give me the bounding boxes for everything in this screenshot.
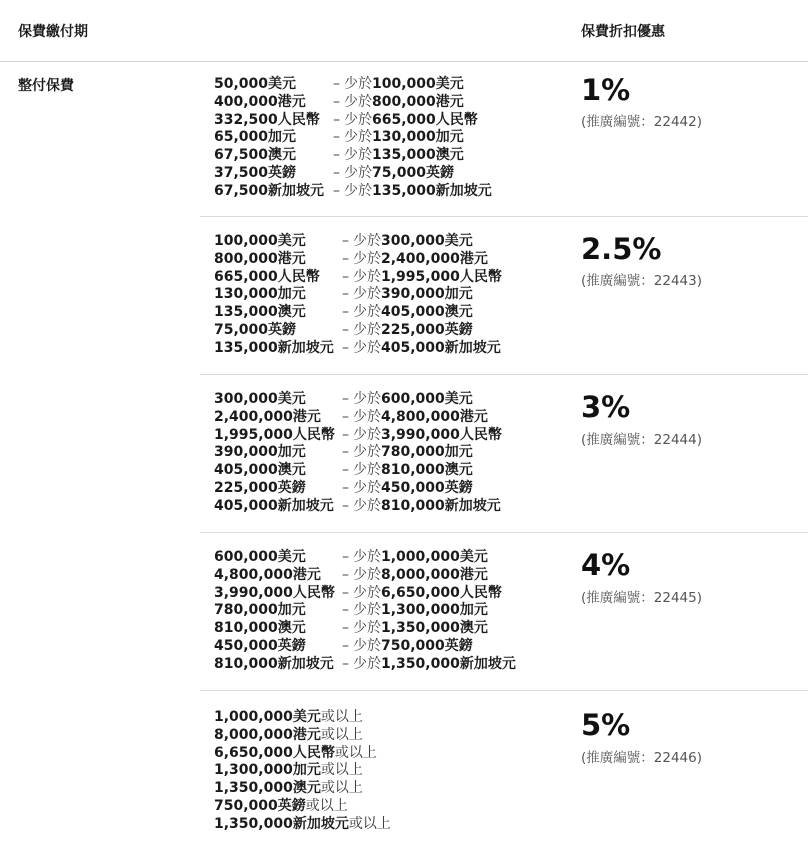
tier-amount-row xyxy=(214,233,502,251)
promo-code: (推廣編號：22444) xyxy=(581,432,702,448)
tier-amount-row xyxy=(214,304,502,322)
less-than-label: 少於 xyxy=(353,549,381,565)
promo-code: (推廣編號：22442) xyxy=(581,114,702,130)
amount-from: 2,400,000港元 xyxy=(214,408,321,425)
tier-amount-row xyxy=(214,585,516,603)
less-than-label: 少於 xyxy=(344,76,372,92)
amount-to: 225,000英鎊 xyxy=(381,321,473,338)
tier-amount-row xyxy=(214,391,502,409)
amount-from: 100,000美元 xyxy=(214,233,306,249)
or-above-label: 或以上 xyxy=(320,709,363,725)
tier-amount-row xyxy=(214,147,492,165)
range-dash: – xyxy=(342,602,349,619)
or-above-label: 或以上 xyxy=(320,762,363,779)
amount-from: 1,350,000新加坡元 xyxy=(214,815,349,832)
tier-amount-list xyxy=(214,391,502,516)
less-than-label: 少於 xyxy=(353,584,381,601)
amount-to: 135,000澳元 xyxy=(372,147,464,164)
tier-amount-row xyxy=(214,251,502,269)
range-dash: – xyxy=(342,497,349,514)
range-dash: – xyxy=(342,391,349,407)
amount-from: 1,300,000加元 xyxy=(214,762,321,779)
tier-amount-row xyxy=(214,549,516,567)
tier-amount-list xyxy=(214,709,391,834)
less-than-label: 少於 xyxy=(344,129,372,146)
amount-to: 390,000加元 xyxy=(381,286,473,303)
tier-amount-row xyxy=(214,183,492,201)
range-dash: – xyxy=(333,147,340,164)
tier-amount-row xyxy=(214,709,391,727)
less-than-label: 少於 xyxy=(353,339,381,356)
tier-amount-row xyxy=(214,762,391,780)
tier-amount-row xyxy=(214,798,391,816)
amount-to: 405,000澳元 xyxy=(381,304,473,321)
range-dash: – xyxy=(333,182,340,199)
discount-rate: 1% xyxy=(581,73,631,107)
amount-to: 665,000人民幣 xyxy=(372,111,478,128)
range-dash: – xyxy=(342,408,349,425)
range-dash: – xyxy=(333,129,340,146)
tier-amount-row xyxy=(214,816,391,834)
amount-from: 37,500英鎊 xyxy=(214,164,297,181)
range-dash: – xyxy=(342,620,349,637)
amount-from: 810,000新加坡元 xyxy=(214,655,334,672)
amount-from: 390,000加元 xyxy=(214,444,306,461)
amount-from: 800,000港元 xyxy=(214,250,306,267)
amount-from: 600,000美元 xyxy=(214,549,306,565)
range-dash: – xyxy=(342,566,349,583)
tier-amount-row xyxy=(214,444,502,462)
amount-to: 800,000港元 xyxy=(372,93,464,110)
amount-to: 600,000美元 xyxy=(381,391,473,407)
promo-code: (推廣編號：22446) xyxy=(581,750,702,766)
tier-amount-row xyxy=(214,480,502,498)
range-dash: – xyxy=(342,462,349,479)
less-than-label: 少於 xyxy=(353,304,381,321)
range-dash: – xyxy=(342,426,349,443)
discount-tier xyxy=(200,690,808,845)
tier-amount-row xyxy=(214,269,502,287)
tier-amount-row xyxy=(214,620,516,638)
amount-from: 405,000澳元 xyxy=(214,462,306,479)
range-dash: – xyxy=(342,268,349,285)
less-than-label: 少於 xyxy=(353,233,381,249)
less-than-label: 少於 xyxy=(353,637,381,654)
amount-from: 130,000加元 xyxy=(214,286,306,303)
less-than-label: 少於 xyxy=(353,391,381,407)
less-than-label: 少於 xyxy=(353,620,381,637)
range-dash: – xyxy=(333,76,340,92)
range-dash: – xyxy=(342,321,349,338)
tier-amount-row xyxy=(214,727,391,745)
amount-from: 332,500人民幣 xyxy=(214,111,320,128)
less-than-label: 少於 xyxy=(353,444,381,461)
amount-to: 6,650,000人民幣 xyxy=(381,584,502,601)
tier-amount-row xyxy=(214,638,516,656)
range-dash: – xyxy=(342,444,349,461)
tier-amount-row xyxy=(214,427,502,445)
tier-amount-row xyxy=(214,112,492,130)
or-above-label: 或以上 xyxy=(334,744,377,761)
less-than-label: 少於 xyxy=(353,321,381,338)
range-dash: – xyxy=(342,637,349,654)
promo-code: (推廣編號：22443) xyxy=(581,273,702,289)
amount-to: 130,000加元 xyxy=(372,129,464,146)
amount-from: 67,500新加坡元 xyxy=(214,182,325,199)
tier-amount-row xyxy=(214,602,516,620)
tier-amount-row xyxy=(214,340,502,358)
amount-from: 67,500澳元 xyxy=(214,147,297,164)
amount-from: 405,000新加坡元 xyxy=(214,497,334,514)
tier-amount-row xyxy=(214,745,391,763)
range-dash: – xyxy=(342,339,349,356)
tier-amount-row xyxy=(214,567,516,585)
amount-from: 450,000英鎊 xyxy=(214,637,306,654)
amount-to: 8,000,000港元 xyxy=(381,566,488,583)
amount-from: 300,000美元 xyxy=(214,391,306,407)
range-dash: – xyxy=(333,164,340,181)
tier-amount-row xyxy=(214,780,391,798)
amount-from: 665,000人民幣 xyxy=(214,268,320,285)
amount-to: 4,800,000港元 xyxy=(381,408,488,425)
discount-tier xyxy=(200,532,808,690)
tier-amount-list xyxy=(214,549,516,674)
header-payment-term: 保費繳付期 xyxy=(18,24,88,40)
less-than-label: 少於 xyxy=(353,497,381,514)
less-than-label: 少於 xyxy=(344,111,372,128)
amount-to: 750,000英鎊 xyxy=(381,637,473,654)
less-than-label: 少於 xyxy=(353,250,381,267)
less-than-label: 少於 xyxy=(353,408,381,425)
amount-to: 780,000加元 xyxy=(381,444,473,461)
amount-to: 810,000澳元 xyxy=(381,462,473,479)
amount-to: 1,300,000加元 xyxy=(381,602,488,619)
amount-from: 135,000澳元 xyxy=(214,304,306,321)
amount-from: 810,000澳元 xyxy=(214,620,306,637)
less-than-label: 少於 xyxy=(344,147,372,164)
amount-to: 135,000新加坡元 xyxy=(372,182,492,199)
range-dash: – xyxy=(333,93,340,110)
plan-label: 整付保費 xyxy=(18,78,74,94)
amount-to: 1,995,000人民幣 xyxy=(381,268,502,285)
amount-from: 8,000,000港元 xyxy=(214,726,321,743)
amount-from: 1,000,000美元 xyxy=(214,709,321,725)
tier-amount-row xyxy=(214,322,502,340)
tier-amount-row xyxy=(214,76,492,94)
amount-to: 1,350,000新加坡元 xyxy=(381,655,516,672)
less-than-label: 少於 xyxy=(353,462,381,479)
or-above-label: 或以上 xyxy=(348,815,391,832)
tier-amount-list xyxy=(214,233,502,358)
tier-amount-row xyxy=(214,165,492,183)
amount-from: 50,000美元 xyxy=(214,76,297,92)
range-dash: – xyxy=(342,584,349,601)
amount-from: 400,000港元 xyxy=(214,93,306,110)
amount-to: 450,000英鎊 xyxy=(381,479,473,496)
amount-from: 1,995,000人民幣 xyxy=(214,426,335,443)
less-than-label: 少於 xyxy=(344,93,372,110)
less-than-label: 少於 xyxy=(353,479,381,496)
amount-to: 1,350,000澳元 xyxy=(381,620,488,637)
amount-from: 75,000英鎊 xyxy=(214,321,297,338)
tier-amount-row xyxy=(214,129,492,147)
tier-amount-row xyxy=(214,656,516,674)
tier-amount-row xyxy=(214,94,492,112)
discount-tier xyxy=(200,62,808,216)
less-than-label: 少於 xyxy=(353,426,381,443)
amount-to: 810,000新加坡元 xyxy=(381,497,501,514)
amount-to: 100,000美元 xyxy=(372,76,464,92)
amount-from: 750,000英鎊 xyxy=(214,797,306,814)
tier-amount-row xyxy=(214,498,502,516)
or-above-label: 或以上 xyxy=(320,726,363,743)
amount-from: 65,000加元 xyxy=(214,129,297,146)
discount-rate: 2.5% xyxy=(581,232,662,266)
amount-from: 780,000加元 xyxy=(214,602,306,619)
range-dash: – xyxy=(342,233,349,249)
amount-from: 6,650,000人民幣 xyxy=(214,744,335,761)
range-dash: – xyxy=(333,111,340,128)
less-than-label: 少於 xyxy=(353,602,381,619)
discount-rate: 3% xyxy=(581,390,631,424)
header-discount: 保費折扣優惠 xyxy=(581,24,665,40)
discount-rate: 4% xyxy=(581,548,631,582)
discount-tier xyxy=(200,216,808,374)
amount-to: 405,000新加坡元 xyxy=(381,339,501,356)
less-than-label: 少於 xyxy=(353,286,381,303)
amount-to: 3,990,000人民幣 xyxy=(381,426,502,443)
range-dash: – xyxy=(342,479,349,496)
amount-to: 75,000英鎊 xyxy=(372,164,455,181)
less-than-label: 少於 xyxy=(353,566,381,583)
amount-to: 2,400,000港元 xyxy=(381,250,488,267)
range-dash: – xyxy=(342,250,349,267)
less-than-label: 少於 xyxy=(344,182,372,199)
promo-code: (推廣編號：22445) xyxy=(581,590,702,606)
range-dash: – xyxy=(342,286,349,303)
amount-from: 135,000新加坡元 xyxy=(214,339,334,356)
less-than-label: 少於 xyxy=(344,164,372,181)
amount-to: 300,000美元 xyxy=(381,233,473,249)
amount-from: 1,350,000澳元 xyxy=(214,780,321,797)
tier-amount-row xyxy=(214,286,502,304)
range-dash: – xyxy=(342,549,349,565)
amount-from: 225,000英鎊 xyxy=(214,479,306,496)
amount-from: 3,990,000人民幣 xyxy=(214,584,335,601)
tier-amount-row xyxy=(214,409,502,427)
or-above-label: 或以上 xyxy=(305,797,348,814)
amount-from: 4,800,000港元 xyxy=(214,566,321,583)
tier-amount-row xyxy=(214,462,502,480)
range-dash: – xyxy=(342,655,349,672)
or-above-label: 或以上 xyxy=(320,780,363,797)
less-than-label: 少於 xyxy=(353,268,381,285)
less-than-label: 少於 xyxy=(353,655,381,672)
range-dash: – xyxy=(342,304,349,321)
discount-tier xyxy=(200,374,808,532)
tier-amount-list xyxy=(214,76,492,201)
table-header xyxy=(0,0,808,62)
amount-to: 1,000,000美元 xyxy=(381,549,488,565)
discount-rate: 5% xyxy=(581,708,631,742)
